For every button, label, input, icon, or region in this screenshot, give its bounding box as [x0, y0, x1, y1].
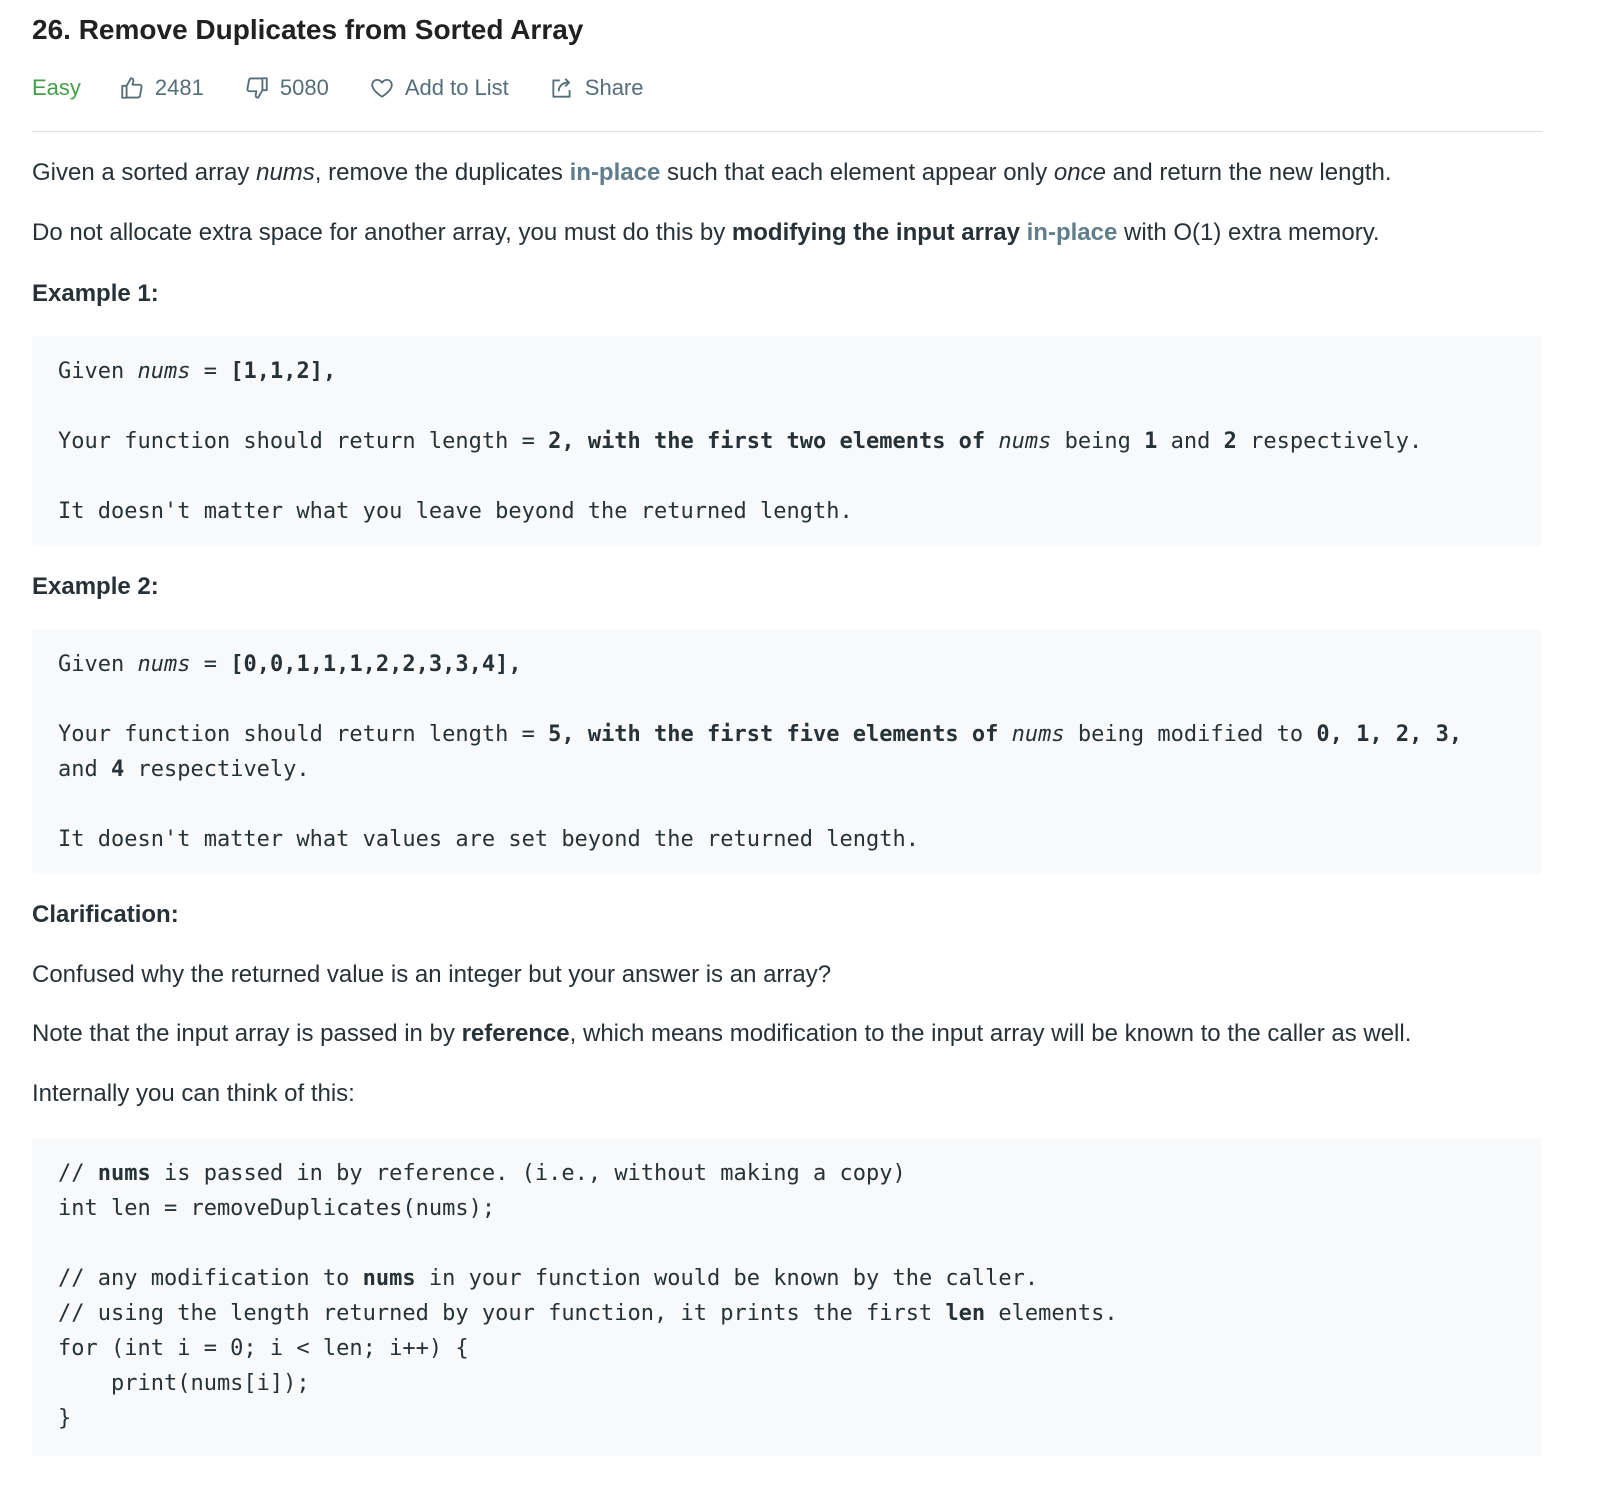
code-bold: , — [1409, 722, 1436, 747]
code-line: It doesn't matter what values are set beyond the returned length. — [58, 827, 919, 852]
description-paragraph-2 — [32, 216, 1380, 250]
example-2-heading: Example 2: — [32, 573, 159, 600]
code-line: It doesn't matter what you leave beyond the returned length. — [58, 499, 853, 524]
code-bold: len — [945, 1301, 986, 1326]
text: , remove the duplicates — [314, 159, 570, 186]
code-line: for (int i = 0; i < len; i++) { — [58, 1336, 469, 1361]
code-bold: nums — [362, 1266, 416, 1291]
code-text: // — [58, 1161, 98, 1186]
code-bold: 0 — [1316, 722, 1330, 747]
code-italic: nums — [998, 429, 1052, 454]
problem-meta-bar — [32, 70, 684, 106]
code-italic: nums — [137, 652, 191, 677]
add-to-list-button[interactable] — [369, 75, 509, 101]
code-text: respectively. — [124, 757, 310, 782]
example-1-heading: Example 1: — [32, 280, 159, 307]
code-bold: , — [1448, 722, 1463, 747]
text: and return the new length. — [1105, 159, 1392, 186]
problem-title: 26. Remove Duplicates from Sorted Array — [32, 14, 584, 45]
code-line: } — [58, 1406, 72, 1431]
text-italic: once — [1053, 159, 1106, 186]
in-place-link[interactable]: in-place — [569, 159, 661, 186]
code-text: = — [190, 652, 231, 677]
text: Do not allocate extra space for another array, you must do this by — [32, 219, 732, 246]
share-icon — [549, 75, 575, 101]
text: with O(1) extra memory. — [1117, 219, 1380, 246]
code-bold: , — [322, 359, 337, 384]
clarification-paragraph-2 — [32, 1017, 1411, 1051]
code-text: // using the length returned by your function, it prints the first — [58, 1301, 946, 1326]
code-bold: , with the first five elements of — [561, 722, 1012, 747]
code-italic: nums — [1011, 722, 1065, 747]
code-bold: nums — [97, 1161, 151, 1186]
code-bold: 2 — [548, 429, 562, 454]
dislike-count: 5080 — [279, 75, 329, 100]
code-text: Your function should return length = — [58, 429, 549, 454]
share-label: Share — [584, 75, 644, 100]
code-bold: , — [508, 652, 522, 677]
code-bold: , — [1369, 722, 1396, 747]
share-button[interactable] — [549, 75, 644, 101]
text-italic: nums — [256, 159, 315, 186]
code-text: respectively. — [1236, 429, 1423, 454]
code-text: Given — [58, 652, 138, 677]
like-button[interactable] — [119, 75, 204, 101]
text: Given a sorted array — [32, 159, 257, 186]
code-italic: nums — [137, 359, 191, 384]
text: Note that the input array is passed in by — [32, 1020, 462, 1047]
code-text: and — [58, 757, 111, 782]
header-divider — [32, 131, 1542, 132]
code-bold: 5 — [548, 722, 562, 747]
code-text: and — [1157, 429, 1224, 454]
code-line: int len = removeDuplicates(nums); — [58, 1196, 496, 1221]
text — [1020, 219, 1027, 246]
code-bold: 1 — [1144, 429, 1158, 454]
code-text: = — [190, 359, 231, 384]
code-text: in your function would be known by the caller. — [415, 1266, 1039, 1291]
add-to-list-label: Add to List — [404, 75, 509, 100]
clarification-code-block — [32, 1138, 1542, 1456]
clarification-paragraph-1: Confused why the returned value is an integer but your answer is an array? — [32, 961, 832, 988]
description-paragraph-1 — [32, 156, 1391, 190]
like-count: 2481 — [154, 75, 204, 100]
code-bold: [1,1,2] — [230, 359, 323, 384]
code-text: elements. — [985, 1301, 1118, 1326]
code-bold: 1 — [1356, 722, 1370, 747]
code-bold: 3 — [1435, 722, 1449, 747]
code-line: print(nums[i]); — [58, 1371, 310, 1396]
heart-icon — [369, 75, 395, 101]
text: such that each element appear only — [660, 159, 1054, 186]
in-place-link[interactable]: in-place — [1026, 219, 1118, 246]
code-bold: 2 — [1223, 429, 1237, 454]
code-text: being — [1051, 429, 1145, 454]
thumbs-down-icon — [244, 75, 270, 101]
code-bold: , — [1329, 722, 1357, 747]
difficulty-label: Easy — [32, 75, 81, 100]
code-bold: , with the first two elements of — [561, 429, 999, 454]
text-bold: modifying the input array — [731, 219, 1020, 246]
text-bold: reference — [461, 1020, 570, 1047]
clarification-heading: Clarification: — [32, 901, 179, 928]
thumbs-up-icon — [119, 75, 145, 101]
code-bold: 4 — [110, 757, 125, 782]
code-bold: [0,0,1,1,1,2,2,3,3,4] — [230, 652, 509, 677]
example-2-code-block — [32, 629, 1542, 874]
clarification-paragraph-3: Internally you can think of this: — [32, 1080, 355, 1107]
code-text: being modified to — [1064, 722, 1317, 747]
code-bold: 2 — [1395, 722, 1410, 747]
code-text: Your function should return length = — [58, 722, 549, 747]
dislike-button[interactable] — [244, 75, 329, 101]
text: , which means modification to the input array will be known to the caller as well. — [569, 1020, 1412, 1047]
code-text: is passed in by reference. (i.e., without making a copy) — [150, 1161, 906, 1186]
code-text: Given — [58, 359, 138, 384]
code-text: // any modification to — [58, 1266, 363, 1291]
example-1-code-block — [32, 336, 1542, 546]
